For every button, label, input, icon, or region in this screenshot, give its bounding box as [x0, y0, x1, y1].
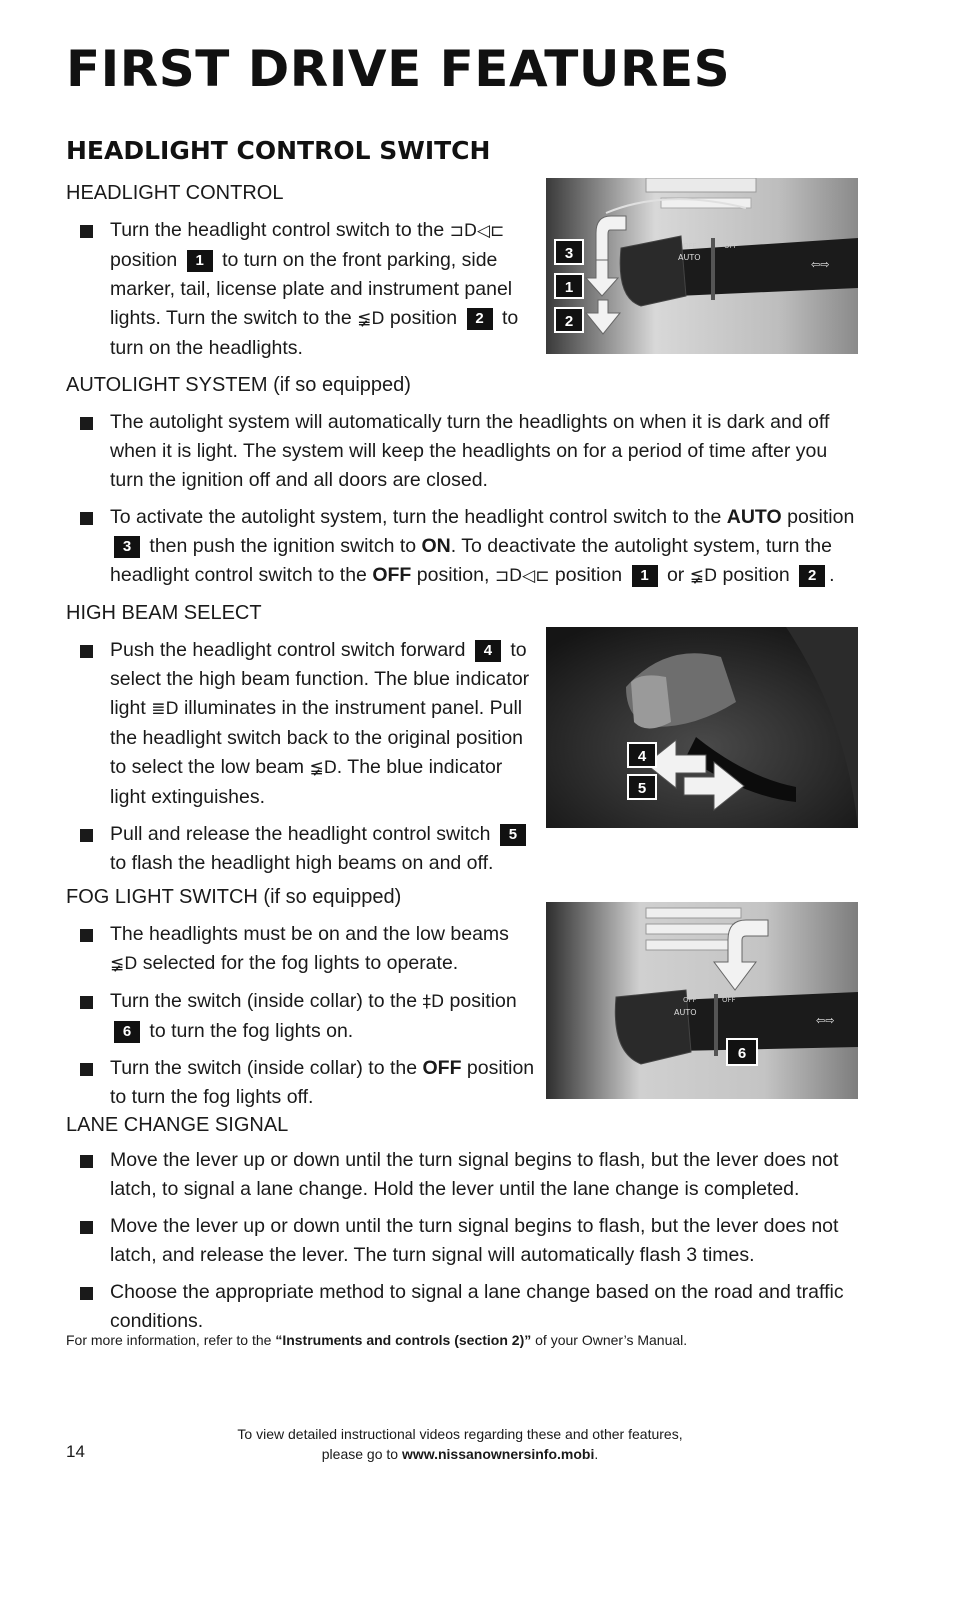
photo-auto-label: AUTO [674, 1008, 697, 1017]
list-item: Turn the switch (inside collar) to the OFF position to turn the fog lights off. [66, 1054, 536, 1112]
photo-auto-label: AUTO [678, 253, 701, 262]
bullet-icon [80, 996, 93, 1009]
bullet-icon [80, 929, 93, 942]
low-beam-icon: ≨D [110, 954, 138, 974]
high-beam-photo [546, 627, 858, 828]
low-beam-icon: ≨D [309, 758, 337, 778]
badge-1: 1 [187, 250, 213, 272]
badge-2: 2 [799, 565, 825, 587]
high-beam-icon: ≣D [151, 699, 179, 719]
bullet-icon [80, 645, 93, 658]
photo-off-label-2: OFF [724, 242, 738, 250]
website-link[interactable]: www.nissanownersinfo.mobi [401, 1446, 595, 1462]
list-item: Turn the switch (inside collar) to the ‡D position 6 to turn the fog lights on. [66, 987, 536, 1046]
bullet-icon [80, 1287, 93, 1300]
high-beam-heading: HIGH BEAM SELECT [66, 602, 262, 624]
svg-text:⇦⇨: ⇦⇨ [811, 258, 830, 271]
list-item: To activate the autolight system, turn the headlight control switch to the AUTO position 3 then push the ignition switch to ON. To deactivate the autolight system, turn the headlight control switch to the OFF position, ⊐D◁⊏ position 1 or ≨D position 2 . [66, 503, 866, 591]
badge-3: 3 [114, 536, 140, 558]
bullet-icon [80, 512, 93, 525]
photo-badge-6: 6 [737, 1045, 747, 1062]
headlight-control-heading: HEADLIGHT CONTROL [66, 182, 284, 204]
fog-light-icon: ‡D [422, 992, 445, 1012]
fog-light-photo [546, 902, 858, 1099]
list-item: Push the headlight control switch forward 4 to select the high beam function. The blue indicator light ≣D illuminates in the instrument panel. Pull the headlight switch back to the original position to select the low beam ≨D. The blue indicator light extinguishes. [66, 636, 531, 812]
parking-light-icon: ⊐D◁⊏ [449, 221, 505, 241]
photo-badge-2: 2 [564, 313, 574, 330]
headlight-control-list [66, 216, 531, 371]
badge-2: 2 [467, 308, 493, 330]
photo-badge-3: 3 [564, 245, 574, 262]
photo-badge-1: 1 [564, 279, 574, 296]
low-beam-icon: ≨D [689, 566, 718, 586]
photo-badge-4: 4 [637, 748, 647, 765]
list-item: Pull and release the headlight control switch 5 to flash the headlight high beams on and off. [66, 820, 531, 878]
autolight-list [66, 408, 866, 599]
bullet-icon [80, 1221, 93, 1234]
badge-6: 6 [114, 1021, 140, 1043]
badge-5: 5 [500, 824, 526, 846]
svg-text:⇦⇨: ⇦⇨ [816, 1014, 835, 1027]
list-item: The headlights must be on and the low beams ≨D selected for the fog lights to operate. [66, 920, 536, 979]
photo-off-label: OFF [683, 242, 697, 250]
bullet-icon [80, 225, 93, 238]
autolight-heading: AUTOLIGHT SYSTEM (if so equipped) [66, 374, 411, 396]
low-beam-icon: ≨D [357, 309, 385, 329]
photo-off-label-2: OFF [722, 996, 736, 1004]
headlight-switch-photo [546, 178, 858, 354]
lane-change-list [66, 1146, 866, 1344]
lane-change-heading: LANE CHANGE SIGNAL [66, 1114, 289, 1136]
badge-4: 4 [475, 640, 501, 662]
list-item: Choose the appropriate method to signal a lane change based on the road and traffic conditions. [66, 1278, 866, 1336]
page-title: FIRST DRIVE FEATURES [66, 40, 731, 98]
list-item: Turn the headlight control switch to the ⊐D◁⊏ position 1 to turn on the front parking, side marker, tail, license plate and instrument panel lights. Turn the switch to the ≨D position 2 to turn on the headlights. [66, 216, 531, 363]
section-title: HEADLIGHT CONTROL SWITCH [66, 136, 491, 165]
footer: To view detailed instructional videos regarding these and other features, please go to www.nissanownersinfo.mobi. [237, 1426, 683, 1462]
badge-1: 1 [632, 565, 658, 587]
fog-light-heading: FOG LIGHT SWITCH (if so equipped) [66, 886, 402, 908]
list-item: Move the lever up or down until the turn signal begins to flash, but the lever does not latch, and release the lever. The turn signal will automatically flash 3 times. [66, 1212, 866, 1270]
bullet-icon [80, 1155, 93, 1168]
footnote: For more information, refer to the “Instruments and controls (section 2)” of your Owner’s Manual. [66, 1332, 688, 1348]
bullet-icon [80, 829, 93, 842]
page-number: 14 [66, 1442, 85, 1461]
list-item: Move the lever up or down until the turn signal begins to flash, but the lever does not latch, to signal a lane change. Hold the lever until the lane change is completed. [66, 1146, 866, 1204]
photo-badge-5: 5 [637, 780, 647, 797]
high-beam-list [66, 636, 531, 886]
photo-off-label: OFF [683, 996, 697, 1004]
parking-light-icon: ⊐D◁⊏ [494, 566, 550, 586]
fog-light-list [66, 920, 536, 1120]
list-item: The autolight system will automatically turn the headlights on when it is dark and off when it is light. The system will keep the headlights on for a period of time after you turn the ignition off and all doors are closed. [66, 408, 866, 495]
bullet-icon [80, 1063, 93, 1076]
bullet-icon [80, 417, 93, 430]
